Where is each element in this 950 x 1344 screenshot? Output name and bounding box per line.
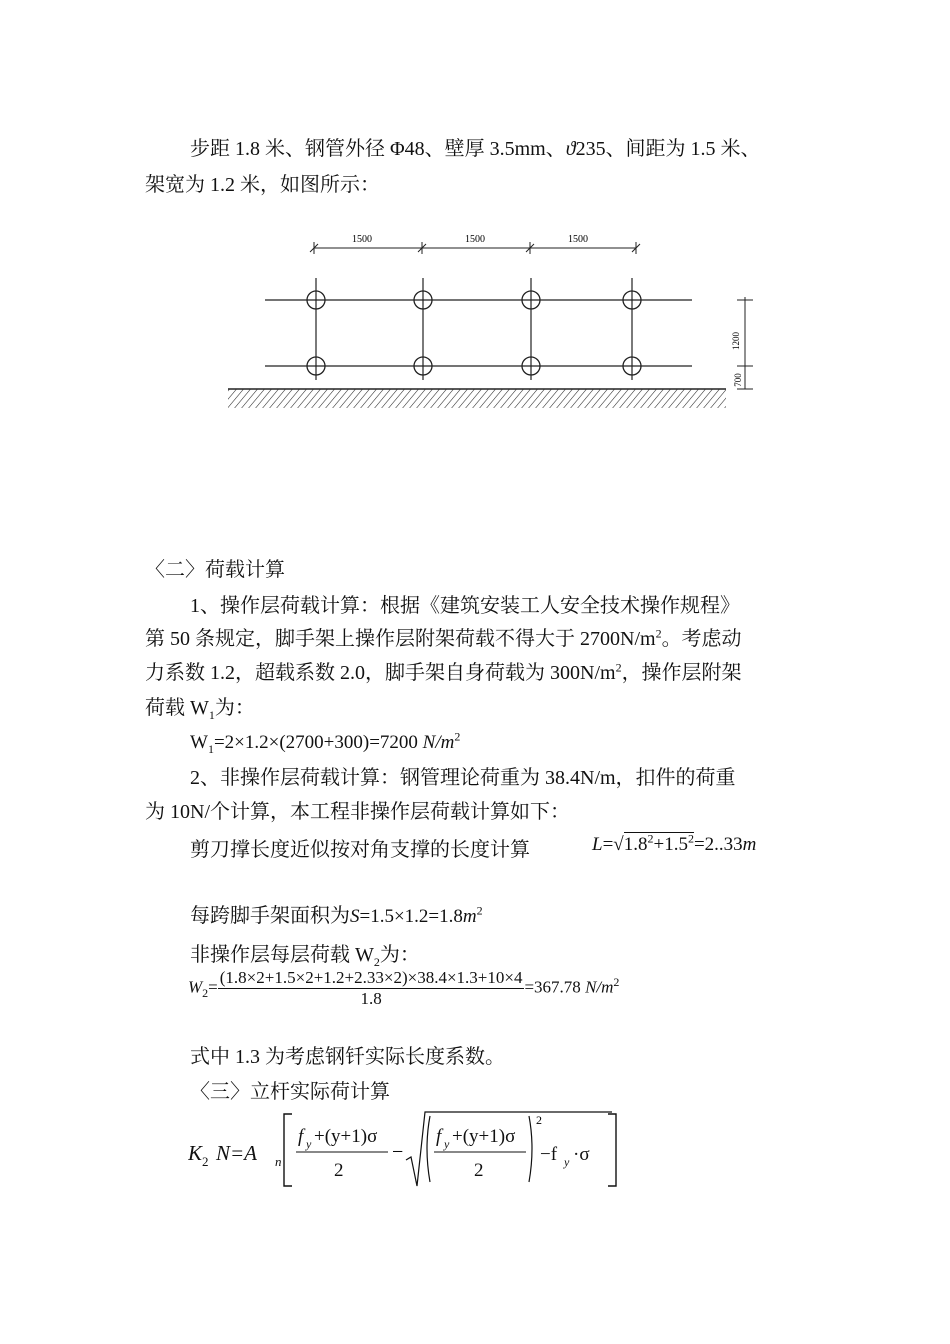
- formula-tail: −f: [540, 1144, 558, 1165]
- area-expr: =1.5×1.2=1.8: [359, 906, 463, 927]
- w2-intro-text: 非操作层每层荷载 W: [190, 944, 374, 966]
- area-text: 每跨脚手架面积为: [190, 905, 350, 927]
- para-1-line-3-end: ，操作层附架: [621, 662, 742, 684]
- svg-text:2: 2: [474, 1160, 484, 1181]
- para-2-line-1: 2、非操作层荷载计算：钢管理论荷重为 38.4N/m，扣件的荷重: [190, 767, 736, 789]
- svg-text:−: −: [392, 1141, 404, 1163]
- w1-unit: N/m: [422, 732, 455, 753]
- scissor-term-1: 1.8: [623, 834, 648, 855]
- ground-hatch: [228, 389, 726, 408]
- w1-label: W: [190, 732, 208, 753]
- para-1-line-4: 荷载 $W_1$为：: [145, 697, 255, 722]
- area-line: 每跨脚手架面积为$S=1.5\times 1.2=1.8m^2$: [190, 903, 483, 927]
- formula-tail-sigma: ·σ: [573, 1144, 590, 1165]
- svg-text:y: y: [564, 1155, 570, 1169]
- scissor-term-2: +1.5: [653, 834, 688, 855]
- formula-N-A: N=A: [216, 1141, 258, 1165]
- intro-line-1: [190, 135, 761, 163]
- w1-formula: $W_1=2\times 1.2\times(2700+300)=7200$ $N/m^2$: [190, 729, 461, 756]
- area-S: S: [350, 906, 360, 927]
- theta-symbol: ϑ: [565, 138, 576, 160]
- w2-numerator: (1.8×2+1.5×2+1.2+2.33×2)×38.4×1.3+10×4: [219, 968, 523, 987]
- area-unit: m: [462, 906, 477, 927]
- w2-fraction: [218, 968, 525, 1009]
- standards: [316, 278, 632, 380]
- svg-text:2: 2: [536, 1113, 542, 1127]
- w2-intro-end: 为：: [379, 944, 420, 966]
- w2-formula: $W_2=$ $\frac{(1.8\times 2+1.5\times 2+1.2+2.33\times 2)\times 38.4\times 1.3+10\times 4}{1.8}$ =367.78 $N/m^2$: [188, 968, 620, 1008]
- dim-label-3: 1500: [568, 234, 588, 245]
- intro-line-1-tail: 235、间距为 1.5 米、: [575, 138, 761, 160]
- scissor-brace-line: [190, 836, 530, 864]
- scissor-L: L: [592, 834, 603, 855]
- para-1-line-4-end: 为：: [214, 697, 255, 719]
- w1-expression: =2×1.2×(2700+300)=7200: [213, 732, 418, 753]
- scissor-brace-text: 剪刀撑长度近似按对角支撑的长度计算: [190, 839, 530, 861]
- para-1-line-4-text: 荷载 W: [145, 697, 209, 719]
- k2n-formula: [188, 1108, 648, 1192]
- dim-label-2: 1500: [465, 234, 485, 245]
- scaffold-diagram: [0, 220, 950, 640]
- frac2-rest: +(y+1)σ: [452, 1126, 516, 1147]
- right-bracket: [608, 1114, 616, 1186]
- frac1-den: 2: [334, 1160, 344, 1181]
- tube-sections: [307, 291, 641, 375]
- intro-line-1-text: 步距 1.8 米、钢管外径 Φ48、壁厚 3.5mm、: [190, 138, 566, 160]
- frac1-f: f: [298, 1126, 304, 1147]
- para-1-line-3-text: 力系数 1.2，超载系数 2.0，脚手架自身荷载为 300N/m: [145, 662, 616, 684]
- w2-denominator: 1.8: [360, 989, 382, 1008]
- note-line: 式中 1.3 为考虑钢钎实际长度系数。: [190, 1046, 505, 1068]
- svg-text:n: n: [275, 1154, 282, 1169]
- svg-text:f: f: [436, 1126, 442, 1147]
- sqrt-sign: √: [613, 834, 624, 855]
- section-2-heading: 〈二〉荷载计算: [145, 559, 285, 581]
- dim-label-right-2: 700: [733, 373, 743, 387]
- w2-intro-line: 非操作层每层荷载 $W_2$为：: [190, 944, 420, 969]
- para-1-line-1: 1、操作层荷载计算：根据《建筑安装工人安全技术操作规程》: [190, 595, 740, 617]
- formula-K: K: [188, 1141, 203, 1165]
- dim-label-right-1: 1200: [731, 332, 741, 350]
- w2-label: W: [188, 977, 203, 997]
- intro-line-2: 架宽为 1.2 米，如图所示：: [145, 174, 380, 196]
- para-1-line-3: 力系数 1.2，超载系数 2.0，脚手架自身荷载为 $300N/m^2$，操作层附架: [145, 660, 742, 684]
- dim-label-1: 1500: [352, 234, 372, 245]
- para-1-line-2-end: 。考虑动: [661, 628, 742, 650]
- left-bracket: [284, 1114, 292, 1186]
- para-2-line-2: 为 10N/个计算，本工程非操作层荷载计算如下：: [145, 801, 570, 823]
- scissor-unit: m: [742, 834, 757, 855]
- svg-text:2: 2: [202, 1154, 209, 1169]
- frac1-rest: +(y+1)σ: [314, 1126, 378, 1147]
- w2-unit: N/m: [585, 977, 614, 997]
- svg-text:y: y: [306, 1137, 312, 1151]
- scissor-result: =2..33: [693, 834, 743, 855]
- svg-text:y: y: [444, 1137, 450, 1151]
- para-1-line-2: 第 50 条规定，脚手架上操作层附架荷载不得大于 $2700N/m^2$。考虑动: [145, 626, 742, 650]
- section-3-heading: 〈三〉立杆实际荷计算: [190, 1081, 390, 1103]
- para-1-line-2-text: 第 50 条规定，脚手架上操作层附架荷载不得大于 2700N/m: [145, 628, 656, 650]
- w2-result: =367.78: [524, 977, 581, 997]
- scissor-formula: $L=√1.8^2+1.5^2=2..33m$: [592, 831, 757, 855]
